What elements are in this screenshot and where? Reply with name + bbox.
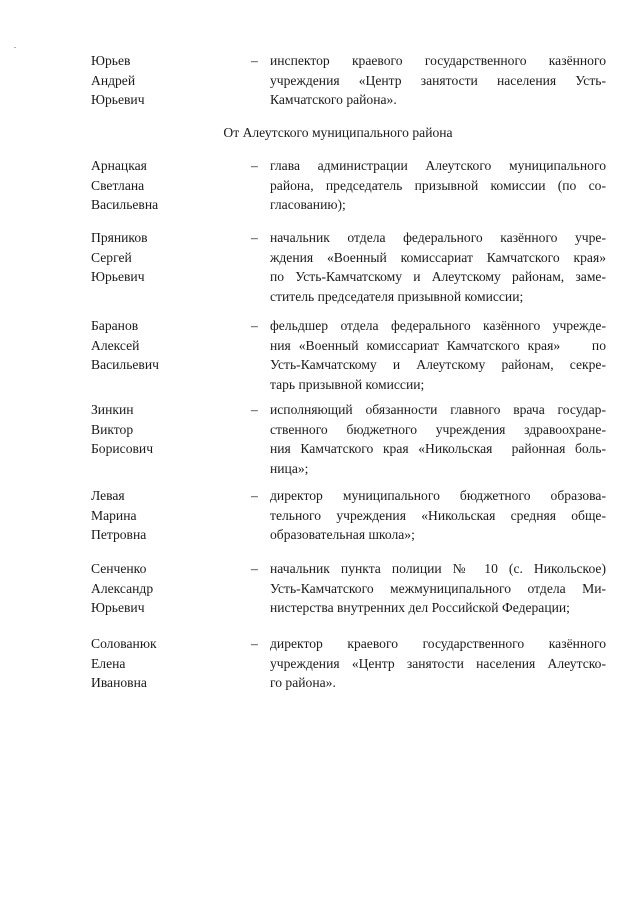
member-position: начальник отдела федерального казённого учре- ждения «Военный комиссариат Камчатского края» по Усть-Камчатскому и Алеутскому районам, заме- ститель председателя призывной комиссии; [270,230,606,305]
dash-separator: – [251,636,258,651]
member-name: Зинкин Виктор Борисович [91,402,154,457]
member-name: Пряников Сергей Юрьевич [91,230,148,285]
member-position: директор муниципального бюджетного образова- тельного учреждения «Никольская средняя обще- образовательная школа»; [270,488,606,543]
dash-separator: – [251,318,258,333]
section-heading: От Алеутского муниципального района [223,125,453,140]
member-position: глава администрации Алеутского муниципального района, председатель призывной комиссии (по со- гласованию); [270,158,606,213]
dash-separator: – [251,158,258,173]
member-name: Арнацкая Светлана Васильевна [91,158,159,213]
member-name: Баранов Алексей Васильевич [91,318,159,373]
dash-separator: – [251,488,258,503]
member-position: исполняющий обязанности главного врача государ- ственного бюджетного учреждения здравоохране- ния Камчатского края «Никольская районная боль- ница»; [270,402,606,477]
member-name: Юрьев Андрей Юрьевич [91,53,145,108]
dash-separator: – [251,402,258,417]
member-name: Левая Марина Петровна [91,488,147,543]
member-position: директор краевого государственного казённого учреждения «Центр занятости населения Алеутско- го района». [270,636,606,691]
member-position: фельдшер отдела федерального казённого учрежде- ния «Военный комиссариат Камчатского края» по Усть-Камчатскому и Алеутскому районам, секре- тарь призывной комиссии; [270,318,606,393]
dash-separator: – [251,561,258,576]
dash-separator: – [251,230,258,245]
member-position: инспектор краевого государственного казённого учреждения «Центр занятости населения Усть- Камчатского района». [270,53,606,108]
scan-speck [14,47,16,48]
dash-separator: – [251,53,258,68]
member-position: начальник пункта полиции № 10 (с. Никольское) Усть-Камчатского межмуниципального отдела Ми- нистерства внутренних дел Российской Федерации; [270,561,606,616]
member-name: Сенченко Александр Юрьевич [91,561,154,616]
member-name: Солованюк Елена Ивановна [91,636,157,691]
